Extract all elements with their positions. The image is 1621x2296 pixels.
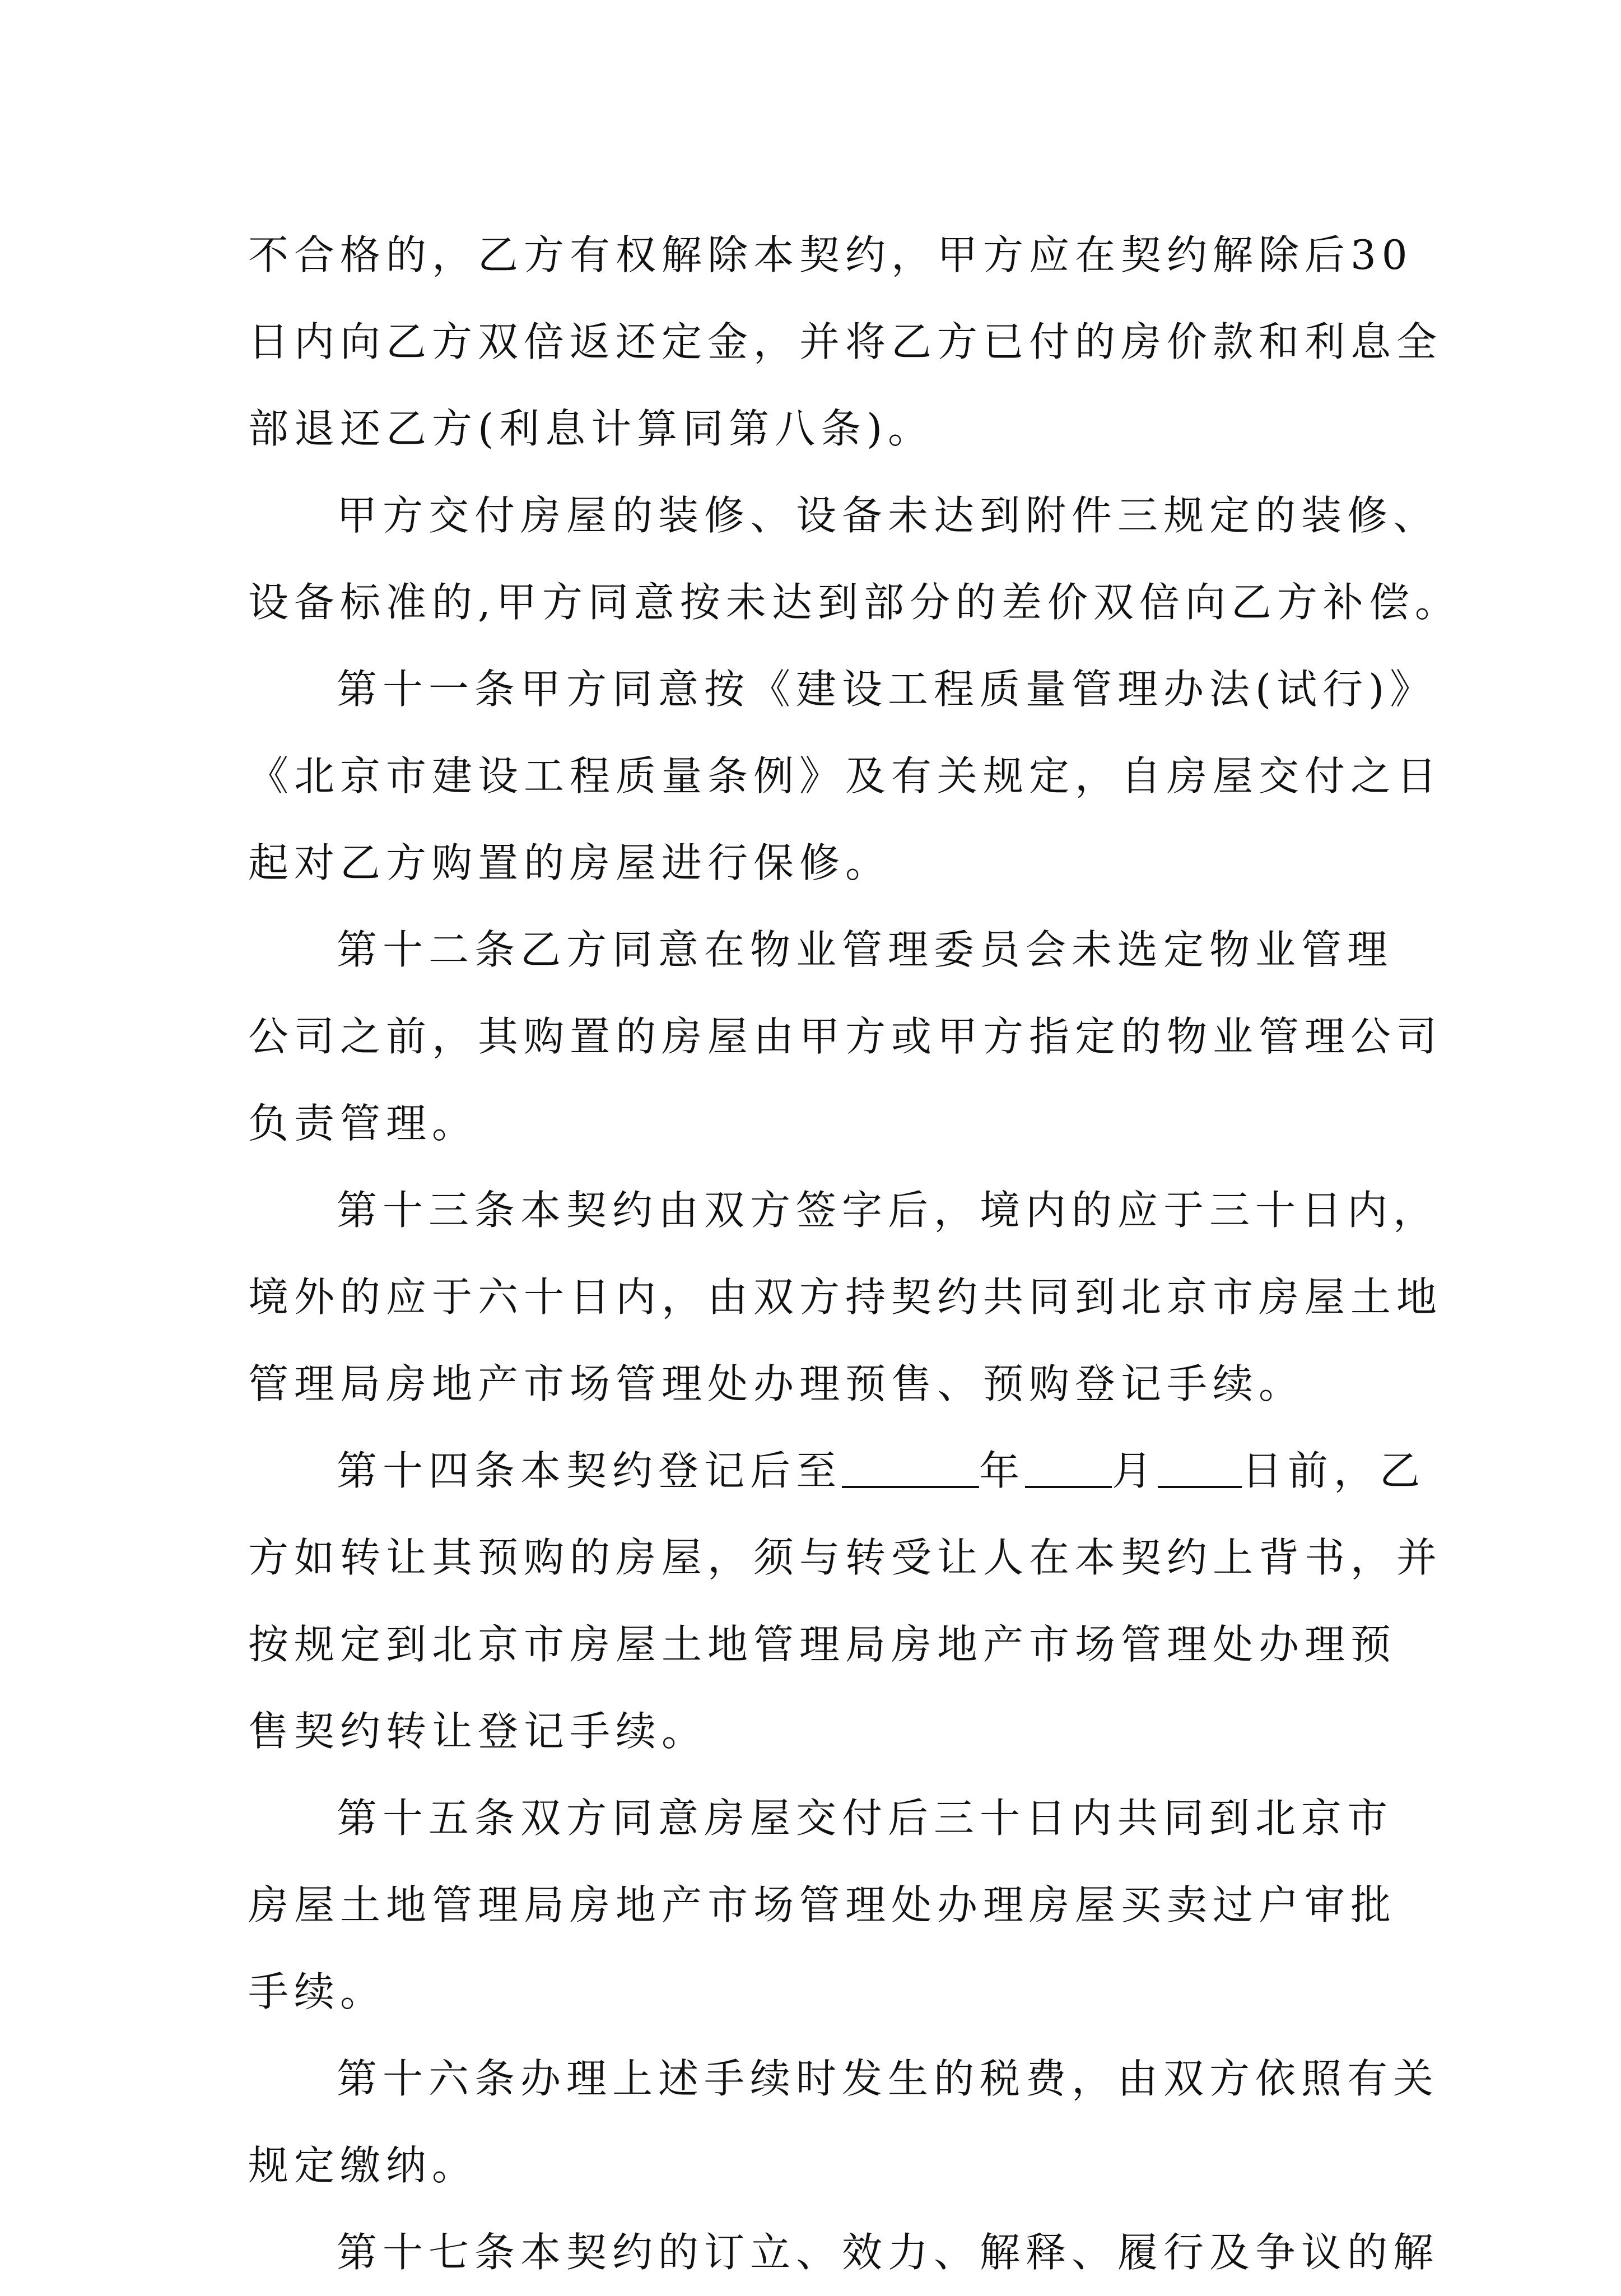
text-segment: 年 — [979, 1447, 1026, 1494]
text-line: 《北京市建设工程质量条例》及有关规定，自房屋交付之日 — [248, 752, 1443, 800]
paragraph-article-13 — [248, 1167, 1443, 1428]
text-line: 第十七条本契约的订立、效力、解释、履行及争议的解 — [337, 2229, 1440, 2276]
year-blank — [842, 1447, 979, 1488]
text-line: 第十五条双方同意房屋交付后三十日内共同到北京市 — [337, 1795, 1394, 1842]
month-blank — [1025, 1447, 1112, 1488]
paragraph-article-12 — [248, 907, 1443, 1167]
text-segment: 第十四条本契约登记后至 — [337, 1447, 842, 1494]
text-segment: 月 — [1112, 1447, 1158, 1494]
text-line: 负责管理。 — [248, 1100, 478, 1147]
text-line: 规定缴纳。 — [248, 2142, 478, 2189]
paragraph-article-16 — [248, 2035, 1440, 2209]
text-line: 房屋土地管理局房地产市场管理处办理房屋买卖过户审批 — [248, 1881, 1397, 1928]
text-line: 手续。 — [248, 1968, 386, 2015]
day-blank — [1158, 1447, 1242, 1488]
paragraph-article-11 — [248, 646, 1443, 907]
text-line: 部退还乙方(利息计算同第八条)。 — [248, 405, 934, 452]
text-segment: 日前，乙 — [1242, 1447, 1426, 1494]
text-line: 按规定到北京市房屋土地管理局房地产市场管理处办理预 — [248, 1621, 1397, 1668]
paragraph-article-17 — [248, 2209, 1440, 2296]
text-line: 日内向乙方双倍返还定金，并将乙方已付的房价款和利息全 — [248, 318, 1443, 365]
text-line: 第十一条甲方同意按《建设工程质量管理办法(试行)》 — [337, 666, 1436, 713]
text-line: 设备标准的,甲方同意按未达到部分的差价双倍向乙方补偿。 — [248, 579, 1461, 626]
text-line: 甲方交付房屋的装修、设备未达到附件三规定的装修、 — [337, 492, 1440, 539]
text-line: 第十三条本契约由双方签字后，境内的应于三十日内， — [337, 1187, 1440, 1234]
document-body — [248, 212, 1461, 2296]
text-line: 方如转让其预购的房屋，须与转受让人在本契约上背书，并 — [248, 1534, 1443, 1581]
text-line: 第十六条办理上述手续时发生的税费，由双方依照有关 — [337, 2055, 1440, 2102]
text-line: 境外的应于六十日内，由双方持契约共同到北京市房屋土地 — [248, 1274, 1443, 1321]
paragraph-refund-terms — [248, 212, 1443, 472]
text-line: 售契约转让登记手续。 — [248, 1708, 708, 1755]
paragraph-article-14 — [248, 1428, 1443, 1775]
text-line: 管理局房地产市场管理处办理预售、预购登记手续。 — [248, 1360, 1305, 1407]
text-line: 第十二条乙方同意在物业管理委员会未选定物业管理 — [337, 926, 1394, 973]
text-line: 公司之前，其购置的房屋由甲方或甲方指定的物业管理公司 — [248, 1013, 1443, 1060]
paragraph-article-15 — [248, 1775, 1397, 2035]
text-line: 起对乙方购置的房屋进行保修。 — [248, 839, 892, 886]
paragraph-decoration-compensation — [248, 472, 1461, 646]
text-line: 不合格的，乙方有权解除本契约，甲方应在契约解除后30 — [248, 231, 1413, 278]
